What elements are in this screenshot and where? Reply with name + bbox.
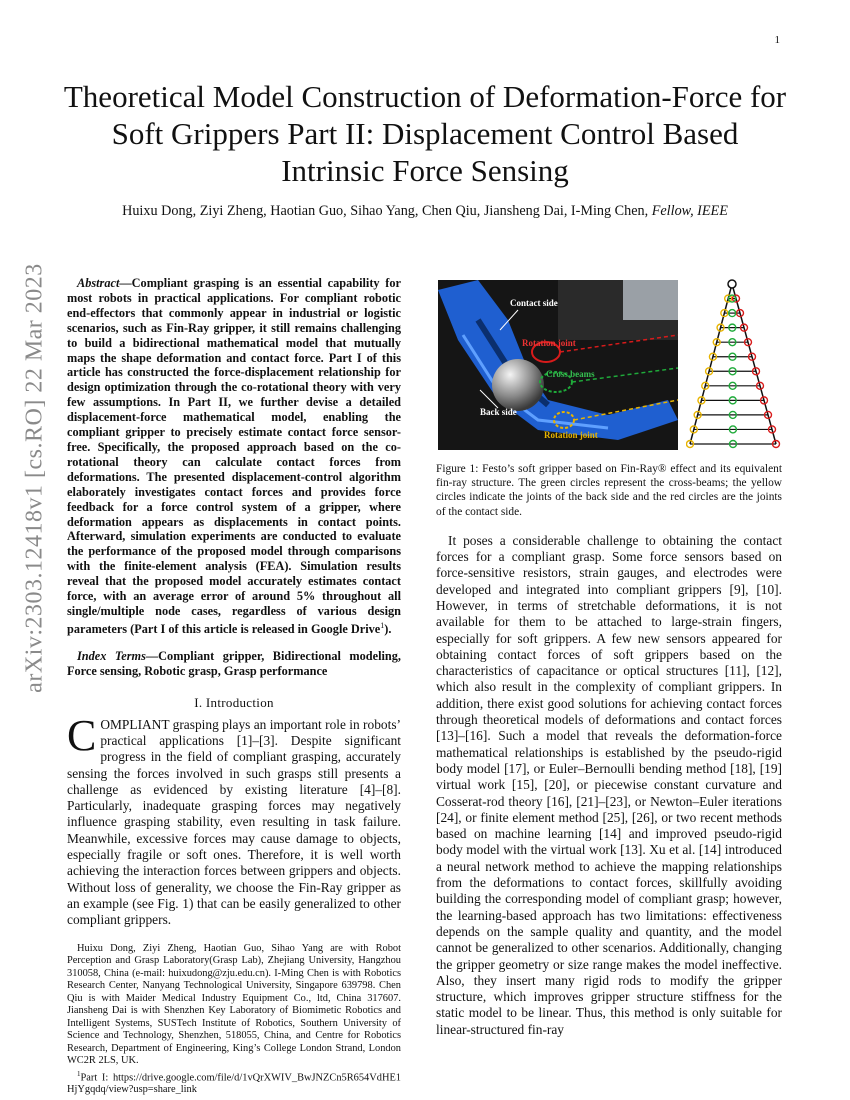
fin-ray-diagram — [686, 276, 782, 454]
author-fellow: Fellow, IEEE — [651, 203, 728, 219]
abstract-label: Abstract — [77, 276, 120, 290]
left-column — [67, 276, 401, 1097]
abstract — [67, 276, 401, 637]
label-back-side: Back side — [480, 407, 517, 417]
section-heading: I. Introduction — [194, 694, 274, 710]
label-cross-beams: Cross beams — [546, 369, 595, 379]
author-names: Huixu Dong, Ziyi Zheng, Haotian Guo, Sihao Yang, Chen Qiu, Jiansheng Dai, I-Ming Chen, — [122, 203, 649, 219]
index-terms-label: Index Terms — [77, 648, 146, 663]
label-rotation-joint-bottom: Rotation joint — [544, 430, 598, 440]
affiliation-footnote: Huixu Dong, Ziyi Zheng, Haotian Guo, Sihao Yang are with Robot Perception and Grasp Laboratory(Grasp Lab), Zhejiang University, Hangzhou 310058, China (e-mail: huixudong@zju.edu.cn). I-Ming Chen is with Robotics Research Center, Nanyang Technological University, Singapore 639798. Chen Qiu is with Maider Medical Industry Equipment Co., ltd, China 317607. Jiansheng Dai is with Shenzhen Key Laboratory of Biomimetic Robotics and Intelligent Systems, SUSTech Institute of Robotics, Southern University of Science and Technology, Shenzhen, 518055, China, and Centre for Robotics Research, Department of Engineering, King’s College London Strand, London WC2R 2LS, UK. — [67, 942, 401, 1067]
fin-contact-edge — [732, 284, 776, 444]
page-number: 1 — [774, 34, 780, 46]
author-list — [60, 203, 790, 220]
abstract-text: —Compliant grasping is an essential capability for most robots in practical applications. For compliant robotic end-effectors that commonly appear in industrial or logistic scenarios, such as Fin-Ray gripper, it still remains challenging to build a bidirectional mathematical model that mutually maps the shape deformation and contact force. Part I of this article has constructed the force-displacement relationship for design optimization through the co-rotational theory with very few assumptions. In Part II, we further devise a detailed displacement-force mathematical model, enabling the compliant gripper to precisely estimate contact force sensor-free. Specifically, the proposed approach based on the co-rotational theory can calculate contact forces from deformations. The presented displacement-control algorithm elaborately investigates contact forces and provides force feedback for a force control system of a gripper, where deformation appears as displacements in contact points. Afterward, simulation experiments are conducted to evaluate the performance of the proposed model through comparisons with the finite-element analysis (FEA). Simulation results reveal that the proposed model accurately estimates contact force, with an average error of around 5% throughout all single/multiple node cases, regardless of various design parameters (Part I of this article is released in Google Drive — [67, 276, 401, 636]
gripper-photo — [438, 280, 678, 450]
right-body-text: It poses a considerable challenge to obtaining the contact forces for a compliant grasp. Some force sensors based on force-sensitive resistors, strain gauges, and electrodes were developed and integrated into compliant grippers [9], [10]. However, in terms of stretchable deformations, it is not available for them to be attached to large-strain fingers, especially for soft grippers. A few new sensors appeared for obtaining contact forces of soft grippers based on the characteristics of capacitance or optical structures [11], [12], which also result in the complexity of compliant grippers. In addition, there exist good solutions for achieving contact forces through theoretical models of deformations and contact forces [13]–[16]. Such a model that reveals the deformation-force mathematical relationships is established by the pseudo-rigid body model [17], or Euler–Bernoulli bending method [18], [19] virtual work [15], [20], or piecewise constant curvature and Cosserat-rod theory [16], [21]–[23], or Newton–Euler iterations [24], or finite element method [25], [26], or two recent methods based on machine learning [14] and improved pseudo-rigid body model with the virtual work [13]. Xu et al. [14] introduced a neural network method to achieve the mapping relationships from the deformations to contact forces, skillfully avoiding building the corresponding model of compliant grasp; however, the learning-based approach has two limitations: effectiveness depends on the sample quality and quantity, and the model cannot be generalized to other scenarios. Additionally, changing the gripper geometry or size range makes the model ineffective. Also, they insert many rigid rods to modify the gripper structure, which improves gripper structure stiffness for the static model to be linear. Thus, this method is only suitable for linear-structured fin-ray — [436, 532, 782, 1037]
link-footnote — [67, 1068, 401, 1097]
intro-text: OMPLIANT grasping plays an important role in robots’ practical applications [1]–[3]. Despite significant progress in the field of compliant grasping, accurately sensing the forces involved in such grasps still presents a challenge as evidenced by existing literature [4]–[8]. Particularly, inadequate grasping forces may negatively influence grasping stability, even resulting in task failure. Meanwhile, excessive forces may cause damage to objects, especially fragile or soft ones. Therefore, it is well worth achieving the interaction forces between grippers and objects. Without loss of generality, we choose the Fin-Ray gripper as an example (see Fig. 1) that can be easily generalized to other compliant grippers. — [67, 716, 401, 928]
arxiv-sidebar — [20, 263, 50, 693]
index-terms-text: —Compliant gripper, Bidirectional modeling, Force sensing, Robotic grasp, Grasp performance — [67, 648, 401, 678]
abstract-end: ). — [384, 621, 392, 636]
figure-caption: Figure 1: Festo’s soft gripper based on Fin-Ray® effect and its equivalent fin-ray structure. The green circles represent the cross-beams; the yellow circles indicate the joints of the back side and the red circles are the joints of the contact side. — [436, 463, 782, 518]
label-contact-side: Contact side — [510, 298, 558, 308]
gripper-illustration — [438, 280, 678, 450]
fin-apex-joint — [728, 280, 736, 288]
label-rotation-joint-top: Rotation joint — [522, 338, 576, 348]
right-column — [436, 276, 782, 1038]
link-footnote-text: Part I: https://drive.google.com/file/d/1vQrXWIV_BwJNZCn5R654VdHE1HjYgqdq/view?usp=share_link — [67, 1071, 401, 1096]
abstract-footnote-mark: 1 — [380, 620, 385, 630]
intro-paragraph — [67, 710, 401, 929]
figure-1 — [436, 276, 782, 454]
arxiv-id: arXiv:2303.12418v1 [cs.RO] 22 Mar 2023 — [21, 263, 48, 693]
paper-title: Theoretical Model Construction of Deformation-Force for Soft Grippers Part II: Displacement Control Based Intrinsic Force Sensing — [63, 79, 787, 188]
fin-back-edge — [690, 284, 732, 444]
index-terms — [67, 649, 401, 679]
link-footnote-mark: 1 — [77, 1069, 81, 1078]
grasped-ball — [492, 359, 544, 411]
drop-cap: C — [67, 710, 97, 760]
